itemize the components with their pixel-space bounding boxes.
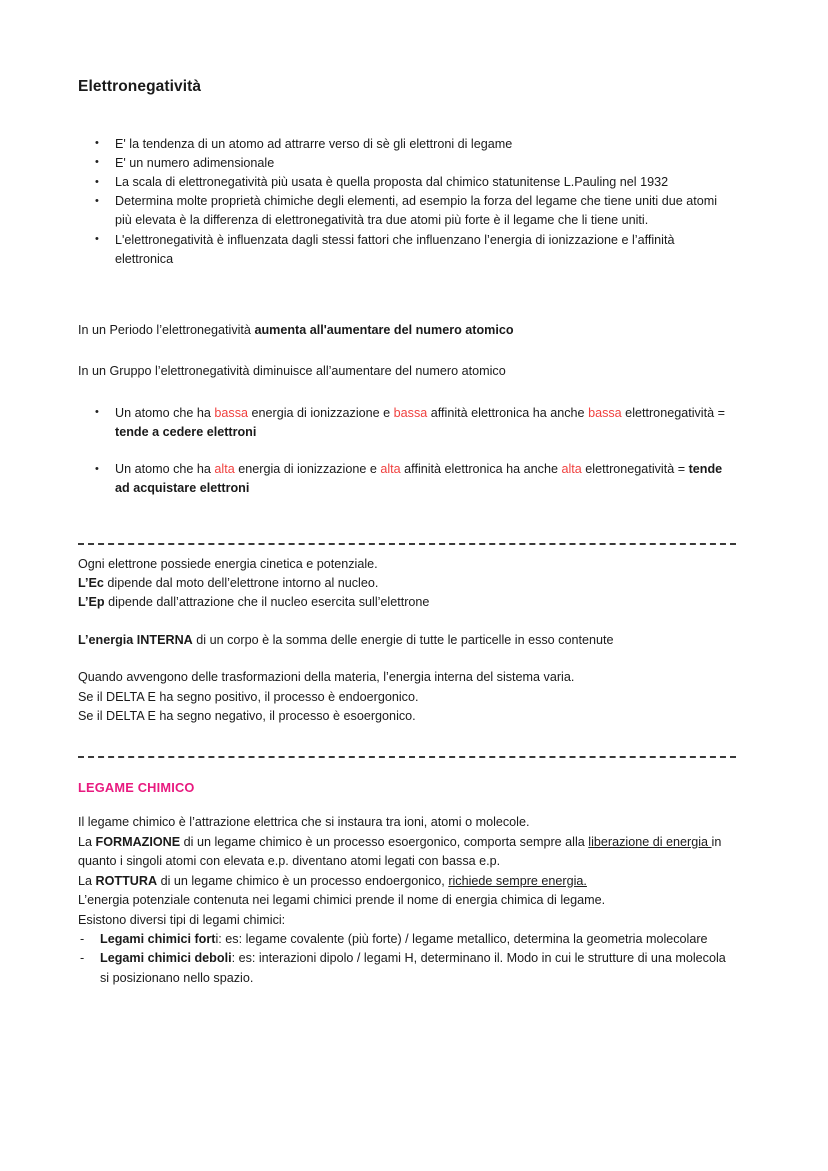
accent-term: bassa	[393, 405, 428, 420]
text-fragment: La	[78, 873, 96, 888]
spacer	[78, 726, 736, 756]
text-fragment: affinità elettronica ha anche	[400, 462, 562, 477]
transform-line-2: Se il DELTA E ha segno positivo, il processo è endoergonico.	[78, 689, 419, 704]
text-fragment: di un legame chimico è un processo endoergonico,	[157, 873, 449, 888]
accent-term: bassa	[588, 405, 622, 420]
spacer	[78, 499, 736, 543]
periodo-trend-line	[78, 321, 736, 340]
rottura-label: ROTTURA	[95, 873, 158, 888]
transform-line-1: Quando avvengono delle trasformazioni della materia, l’energia interna del sistema varia.	[78, 670, 575, 685]
conclusion-emphasis: tende ad acquistare elettroni	[115, 462, 723, 496]
gruppo-trend-line: In un Gruppo l’elettronegatività diminuisce all’aumentare del numero atomico	[78, 364, 506, 379]
ec-label: L’Ec	[78, 576, 104, 591]
spacer	[78, 382, 736, 404]
conclusion-emphasis: tende a cedere elettroni	[115, 425, 257, 440]
spacer	[78, 340, 736, 362]
energy-line-3	[78, 593, 736, 612]
spacer	[78, 613, 736, 631]
text-fragment: i: es: legame covalente (più forte) / legame metallico, determina la geometria molecolare	[215, 931, 708, 946]
text-fragment: elettronegatività =	[621, 405, 725, 420]
bond-types-list	[78, 930, 736, 988]
spacer	[78, 795, 736, 813]
text-fragment: energia di ionizzazione e	[248, 405, 394, 420]
underlined-phrase: liberazione di energia	[588, 834, 712, 849]
bond-formation-line	[78, 833, 736, 872]
intro-bullet-list	[78, 135, 736, 269]
bond-type-label: Legami chimici fort	[100, 931, 216, 946]
spacer	[78, 269, 736, 321]
text-fragment: Un atomo che ha	[115, 462, 215, 477]
text-fragment: dipende dal moto dell’elettrone intorno al nucleo.	[103, 576, 379, 591]
list-item: • Determina molte proprietà chimiche degli elementi, ad esempio la forza del legame che tiene uniti due atomi più elevata è la differenza di elettronegatività tra due atomi più forte è il legame che li tiene uniti.	[78, 192, 736, 230]
internal-energy-line	[78, 631, 736, 650]
text-fragment: dipende dall’attrazione che il nucleo esercita sull’elettrone	[104, 595, 430, 610]
trend-bullet-list	[78, 404, 736, 499]
text-fragment: elettronegatività =	[581, 462, 689, 477]
formazione-label: FORMAZIONE	[95, 834, 181, 849]
accent-term: alta	[380, 462, 401, 477]
text-fragment: affinità elettronica ha anche	[427, 405, 589, 420]
accent-term: alta	[214, 462, 235, 477]
bond-rupture-line	[78, 872, 736, 891]
list-item	[78, 949, 736, 988]
internal-energy-label: L’energia INTERNA	[78, 632, 193, 647]
spacer	[78, 650, 736, 668]
transform-line-3: Se il DELTA E ha segno negativo, il processo è esoergonico.	[78, 709, 416, 724]
text-fragment: Un atomo che ha	[115, 405, 215, 420]
text-fragment: energia di ionizzazione e	[234, 462, 381, 477]
text-fragment: di un corpo è la somma delle energie di tutte le particelle in esso contenute	[192, 632, 614, 647]
periodo-prefix: In un Periodo l’elettronegatività	[78, 323, 255, 338]
bond-line-4: L’energia potenziale contenuta nei legami chimici prende il nome di energia chimica di legame.	[78, 893, 606, 908]
text-fragment: in quanto i singoli atomi con elevata e.p. diventano atomi legati con bassa e.p.	[78, 834, 722, 869]
energy-line-1: Ogni elettrone possiede energia cinetica e potenziale.	[78, 556, 378, 571]
list-item	[78, 930, 736, 949]
list-item: • L'elettronegatività è influenzata dagli stessi fattori che influenzano l’energia di ionizzazione e l’affinità elettronica	[78, 231, 736, 269]
spacer	[78, 545, 736, 555]
bond-line-1: Il legame chimico è l’attrazione elettrica che si instaura tra ioni, atomi o molecole.	[78, 815, 530, 830]
bond-line-5: Esistono diversi tipi di legami chimici:	[78, 912, 286, 927]
underlined-phrase: richiede sempre energia.	[448, 873, 587, 888]
accent-term: alta	[561, 462, 582, 477]
list-item	[78, 404, 736, 442]
list-item: • E' un numero adimensionale	[78, 154, 736, 173]
accent-term: bassa	[214, 405, 249, 420]
list-item	[78, 460, 736, 498]
list-item: • E' la tendenza di un atomo ad attrarre verso di sè gli elettroni di legame	[78, 135, 736, 154]
periodo-emphasis: aumenta all'aumentare del numero atomico	[254, 323, 514, 338]
text-fragment: : es: interazioni dipolo / legami H, determinano il. Modo in cui le strutture di una molecola si posizionano nello spazio.	[100, 951, 726, 985]
ep-label: L’Ep	[78, 595, 105, 610]
page-title: Elettronegatività	[78, 78, 202, 95]
text-fragment: di un legame chimico è un processo esoergonico, comporta sempre alla	[180, 834, 589, 849]
spacer	[78, 758, 736, 780]
text-fragment: La	[78, 834, 96, 849]
list-item: • La scala di elettronegatività più usata è quella proposta dal chimico statunitense L.Pauling nel 1932	[78, 173, 736, 192]
bond-type-label: Legami chimici deboli	[100, 951, 232, 966]
section-heading-legame-chimico: LEGAME CHIMICO	[78, 780, 195, 796]
energy-line-2	[78, 574, 736, 593]
